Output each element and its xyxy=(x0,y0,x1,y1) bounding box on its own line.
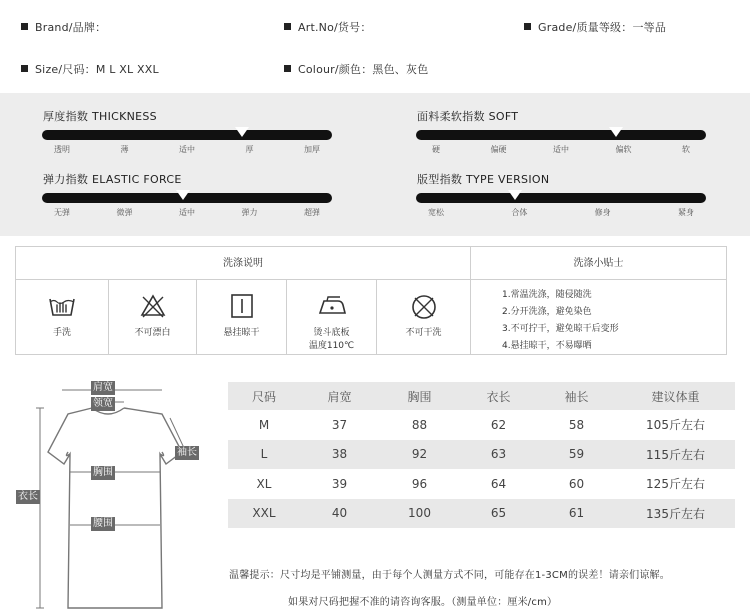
bullet-icon xyxy=(284,23,291,30)
scale-tick: 适中 xyxy=(179,145,195,154)
cell-sleeve: 58 xyxy=(568,417,585,432)
cell-sleeve: 59 xyxy=(537,440,616,470)
scale-tick: 无弹 xyxy=(54,208,70,217)
cell-chest: 96 xyxy=(411,476,428,491)
scale-bar xyxy=(42,130,332,140)
scale-bar xyxy=(416,130,706,140)
divider xyxy=(470,247,471,354)
scale-tick: 硬 xyxy=(432,145,440,154)
cell-size: XXL xyxy=(228,499,300,529)
scale-tick: 厚 xyxy=(245,145,254,154)
table-row xyxy=(228,410,735,440)
wash-label: 手洗 xyxy=(52,328,71,338)
colour-label: Colour/颜色：黑色、灰色 xyxy=(298,63,429,76)
table-row xyxy=(228,440,735,470)
scale-tick: 紧身 xyxy=(678,208,694,217)
cell-sleeve: 60 xyxy=(568,476,585,491)
scale-tick: 弹力 xyxy=(241,208,258,217)
cell-weight: 105斤左右 xyxy=(646,418,705,433)
scale-tick: 合体 xyxy=(511,208,528,217)
grade-info xyxy=(524,19,666,35)
wash-label: 不可漂白 xyxy=(134,328,171,338)
no-dry-clean-icon xyxy=(410,293,438,321)
scale-title: 面料柔软指数 SOFT xyxy=(417,110,519,123)
wash-tip: 3.不可拧干，避免晾干后变形 xyxy=(502,324,619,334)
wash-label: 悬挂晾干 xyxy=(223,328,260,338)
cell-weight: 115斤左右 xyxy=(616,440,735,470)
size-info xyxy=(21,61,159,77)
cell-weight: 125斤左右 xyxy=(646,477,705,492)
scale-tick: 微弹 xyxy=(116,208,133,217)
wash-header: 洗涤说明 xyxy=(16,247,470,280)
scale-marker xyxy=(176,190,190,200)
scale-tick: 软 xyxy=(682,145,690,154)
hang-dry-icon xyxy=(229,293,255,319)
cell-shoulder: 38 xyxy=(300,440,379,470)
collar-tag: 领宽 xyxy=(93,398,113,409)
cell-sleeve: 61 xyxy=(537,499,616,529)
scale-tick: 透明 xyxy=(54,145,70,154)
measurement-note: 温馨提示：尺寸均是平铺测量，由于每个人测量方式不同，可能存在1-3CM的误差！请亲们谅解。 xyxy=(229,570,670,581)
table-row xyxy=(228,499,735,529)
wash-cell-no-dry-clean xyxy=(377,280,470,355)
scale-tick: 适中 xyxy=(179,208,195,217)
cell-size: M xyxy=(258,417,270,432)
wash-label: 不可干洗 xyxy=(405,328,442,338)
cell-length: 62 xyxy=(490,417,507,432)
cell-shoulder: 39 xyxy=(331,476,348,491)
cell-chest: 92 xyxy=(379,440,460,470)
scale-tick: 适中 xyxy=(553,145,569,154)
size-label: Size/尺码：M L XL XXL xyxy=(35,63,159,76)
cell-length: 63 xyxy=(460,440,537,470)
cell-chest: 88 xyxy=(411,417,428,432)
cell-shoulder: 37 xyxy=(331,417,348,432)
table-row xyxy=(228,469,735,499)
scale-tick: 偏软 xyxy=(615,145,632,154)
wash-instructions xyxy=(15,246,727,355)
scale-marker xyxy=(235,127,249,137)
consult-note: 如果对尺码把握不准的请咨询客服。（测量单位：厘米/cm） xyxy=(288,597,558,608)
cell-size: L xyxy=(228,440,300,470)
cell-length: 65 xyxy=(460,499,537,529)
scale-tick: 修身 xyxy=(594,208,611,217)
header-size: 尺码 xyxy=(228,382,300,410)
scale-title: 版型指数 TYPE VERSION xyxy=(417,173,550,186)
no-bleach-icon xyxy=(139,293,167,319)
wash-tip: 1.常温洗涤，随侵随洗 xyxy=(502,290,592,300)
tips-header: 洗涤小贴士 xyxy=(471,247,726,280)
grade-label: Grade/质量等级：一等品 xyxy=(538,21,667,34)
wash-label xyxy=(287,327,376,353)
scale-bar xyxy=(416,193,706,203)
wash-cell-hand-wash xyxy=(16,280,108,355)
sleeve-tag: 袖长 xyxy=(177,447,197,458)
header-length: 衣长 xyxy=(460,382,537,410)
brand-label: Brand/品牌： xyxy=(35,21,107,34)
size-table-header xyxy=(228,382,735,410)
scale-tick: 偏硬 xyxy=(490,145,507,154)
scale-tick: 宽松 xyxy=(428,208,444,217)
brand-info xyxy=(21,19,106,35)
cell-size: XL xyxy=(256,476,272,491)
scale-tick: 超弹 xyxy=(304,208,320,217)
cell-length: 64 xyxy=(490,476,507,491)
wash-tip: 4.悬挂晾干，不易曝晒 xyxy=(502,341,592,351)
bullet-icon xyxy=(21,23,28,30)
tshirt-size-diagram xyxy=(0,370,225,610)
length-tag: 衣长 xyxy=(18,491,38,502)
header-chest: 胸围 xyxy=(379,382,460,410)
wash-cell-no-bleach xyxy=(109,280,196,355)
scale-tick: 加厚 xyxy=(304,145,320,154)
wash-tips-list xyxy=(502,287,619,355)
scale-marker xyxy=(609,127,623,137)
wash-cell-hang-dry xyxy=(197,280,286,355)
art-no-label: Art.No/货号： xyxy=(298,21,372,34)
scale-title: 弹力指数 ELASTIC FORCE xyxy=(43,173,182,186)
waist-tag: 腰围 xyxy=(93,518,113,529)
cell-weight: 135斤左右 xyxy=(616,499,735,529)
iron-icon xyxy=(316,293,348,317)
size-table xyxy=(228,382,735,528)
bullet-icon xyxy=(524,23,531,30)
iron-temperature: 温度110℃ xyxy=(308,341,355,351)
wash-cell-iron xyxy=(287,280,376,355)
chest-tag: 胸围 xyxy=(93,467,113,478)
header-sleeve: 袖长 xyxy=(537,382,616,410)
cell-shoulder: 40 xyxy=(300,499,379,529)
colour-info xyxy=(284,61,428,77)
header-shoulder: 肩宽 xyxy=(300,382,379,410)
header-weight: 建议体重 xyxy=(616,382,735,410)
scale-marker xyxy=(508,190,522,200)
bullet-icon xyxy=(284,65,291,72)
hand-wash-icon xyxy=(47,293,77,319)
bullet-icon xyxy=(21,65,28,72)
scale-title: 厚度指数 THICKNESS xyxy=(43,110,157,123)
wash-tip: 2.分开洗涤，避免染色 xyxy=(502,307,592,317)
iron-label: 烫斗底板 xyxy=(313,328,350,338)
scale-tick: 薄 xyxy=(120,145,129,154)
cell-chest: 100 xyxy=(379,499,460,529)
art-no-info xyxy=(284,19,372,35)
shoulder-tag: 肩宽 xyxy=(93,382,113,393)
